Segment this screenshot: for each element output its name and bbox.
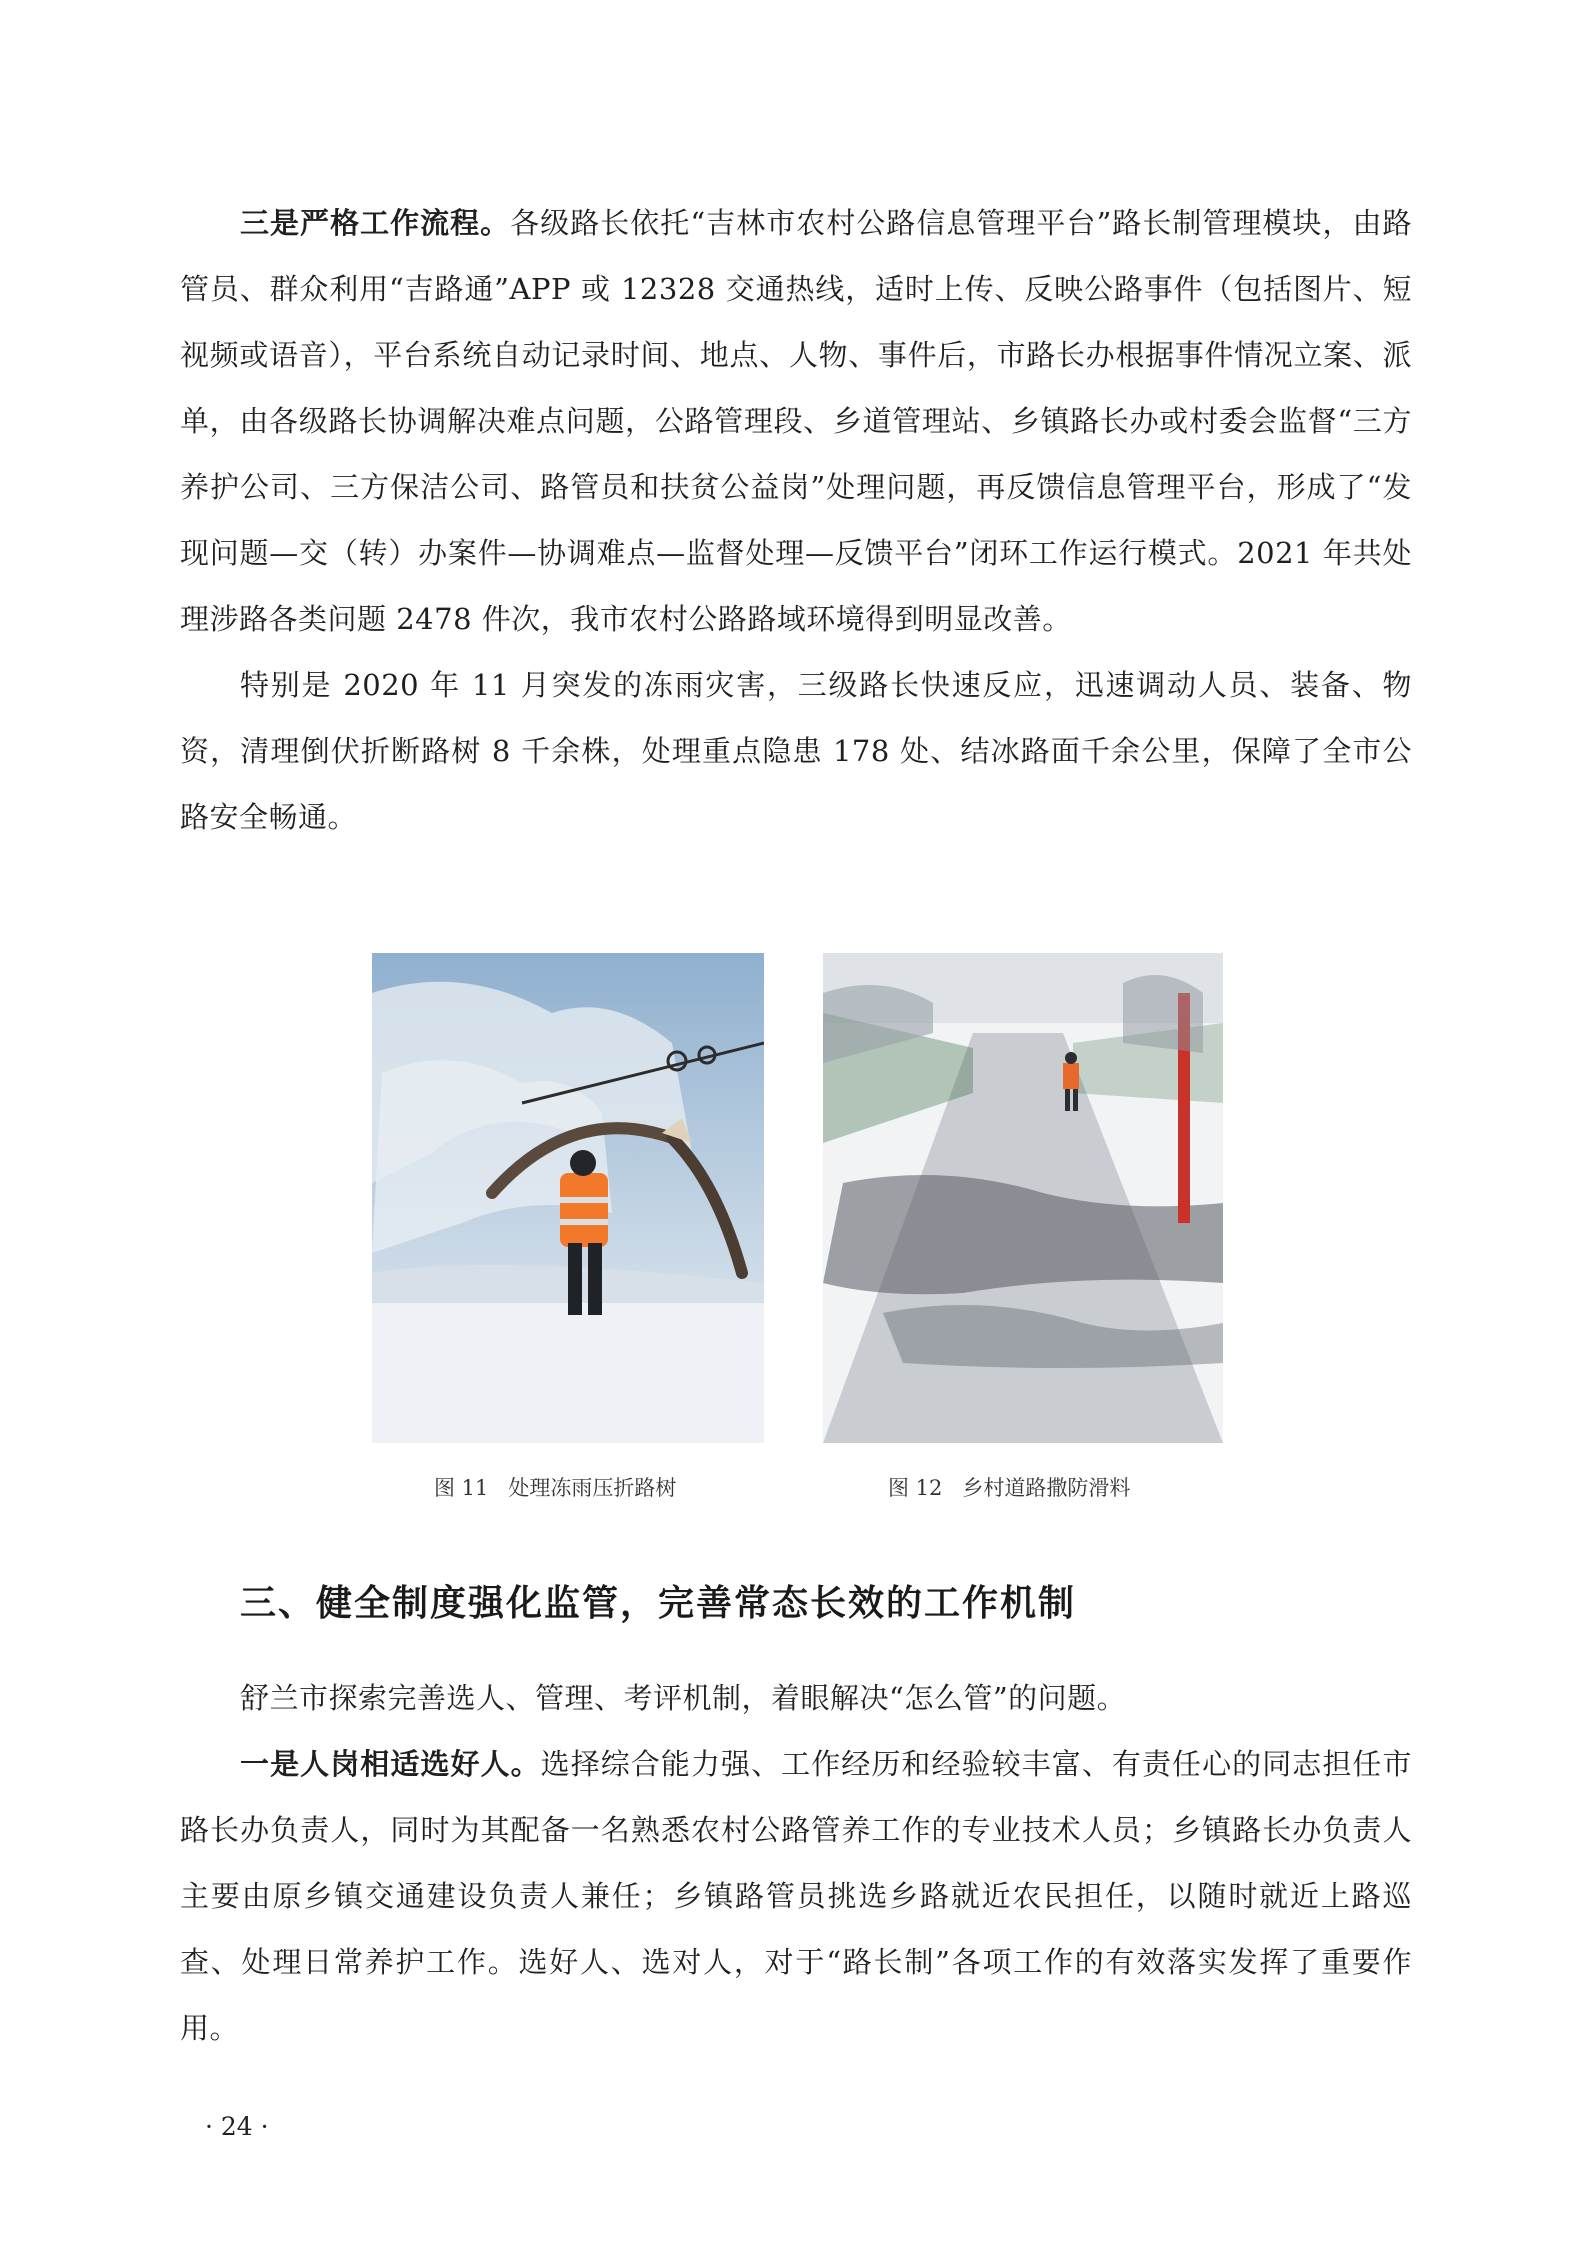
- paragraph-block-top: [180, 190, 1412, 850]
- figure-caption: [888, 1472, 1130, 1502]
- figure-caption-text: 处理冻雨压折路树: [508, 1476, 677, 1500]
- paragraph: [180, 652, 1412, 850]
- paragraph-text: 选择综合能力强、工作经历和经验较丰富、有责任心的同志担任市路长办负责人，同时为其配备一名熟悉农村公路管养工作的专业技术人员；乡镇路长办负责人主要由原乡镇交通建设负责人兼任；乡镇路管员挑选乡路就近农民担任，以随时就近上路巡查、处理日常养护工作。选好人、选对人，对于“路长制”各项工作的有效落实发挥了重要作用。: [180, 1747, 1412, 2045]
- photo-snowy-road-image: [823, 953, 1223, 1443]
- photo-snowy-road: [823, 953, 1223, 1443]
- paragraph: [180, 190, 1412, 652]
- page-number: · 24 ·: [205, 2112, 269, 2141]
- figure-caption-text: 乡村道路撒防滑料: [962, 1476, 1131, 1500]
- section-heading: 三、健全制度强化监管，完善常态长效的工作机制: [240, 1583, 1077, 1624]
- figure-number: 图 12: [888, 1476, 943, 1500]
- paragraph: [180, 1665, 1412, 1731]
- paragraph-lead: 一是人岗相适选好人。: [240, 1747, 541, 1781]
- paragraph-lead: 三是严格工作流程。: [240, 206, 511, 240]
- paragraph-text: 舒兰市探索完善选人、管理、考评机制，着眼解决“怎么管”的问题。: [240, 1681, 1127, 1715]
- paragraph-text: 各级路长依托“吉林市农村公路信息管理平台”路长制管理模块，由路管员、群众利用“吉路通”APP 或 12328 交通热线，适时上传、反映公路事件（包括图片、短视频或语音），平台系统自动记录时间、地点、人物、事件后，市路长办根据事件情况立案、派单，由各级路长协调解决难点问题，公路管理段、乡道管理站、乡镇路长办或村委会监督“三方养护公司、三方保洁公司、路管员和扶贫公益岗”处理问题，再反馈信息管理平台，形成了“发现问题—交（转）办案件—协调难点—监督处理—反馈平台”闭环工作运行模式。2021 年共处理涉路各类问题 2478 件次，我市农村公路路域环境得到明显改善。: [180, 206, 1412, 636]
- paragraph-text: 特别是 2020 年 11 月突发的冻雨灾害，三级路长快速反应，迅速调动人员、装备、物资，清理倒伏折断路树 8 千余株，处理重点隐患 178 处、结冰路面千余公里，保障了全市公路安全畅通。: [180, 668, 1412, 834]
- figure-caption: [434, 1472, 676, 1502]
- paragraph-block-bottom: [180, 1665, 1412, 2061]
- photo-broken-tree: [372, 953, 764, 1443]
- figure-number: 图 11: [434, 1476, 489, 1500]
- paragraph: [180, 1731, 1412, 2061]
- photo-broken-tree-image: [372, 953, 764, 1443]
